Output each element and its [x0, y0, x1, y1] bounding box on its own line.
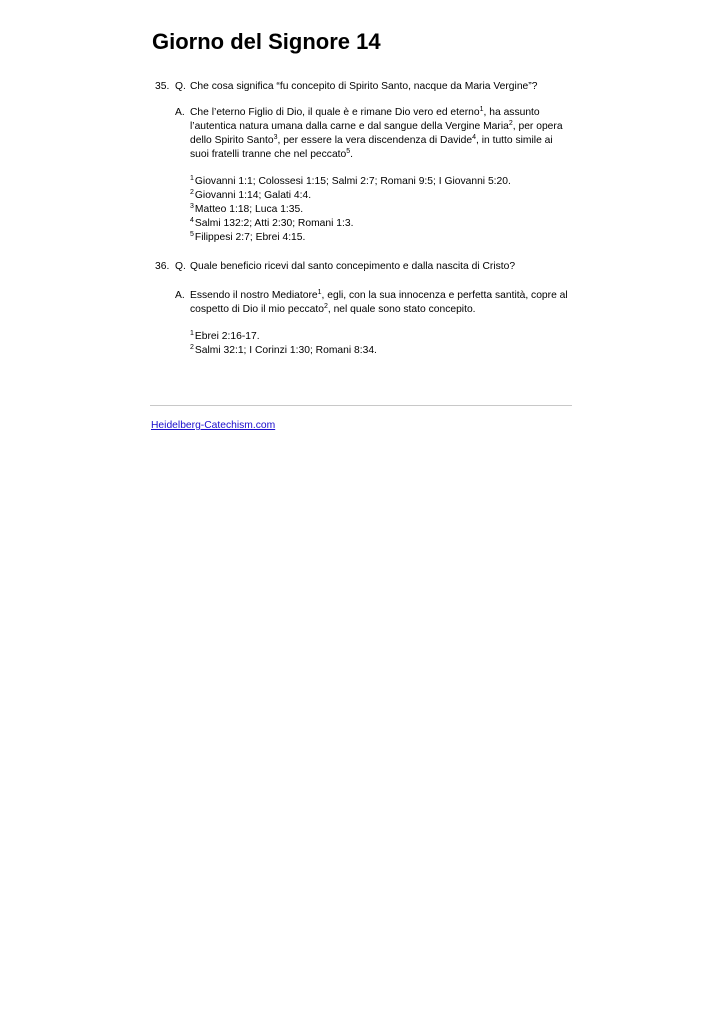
- question-36-row: [152, 260, 572, 274]
- reference-item: $^2$Salmi 32:1; I Corinzi 1:30; Romani 8:34.: [190, 344, 377, 356]
- question-label: Q.: [175, 261, 186, 272]
- answer-label: A.: [175, 107, 185, 118]
- answer-text: Che l’eterno Figlio di Dio, il quale è e rimane Dio vero ed eterno$^1$, ha assunto l’autentica natura umana dalla carne e dal sangue della Vergine Maria$^2$, per opera dello Spirito Santo$^3$, per essere la vera discendenza di Davide$^4$, in tutto simile ai suoi fratelli tranne che nel peccato$^5$.: [190, 106, 563, 160]
- reference-item: $^5$Filippesi 2:7; Ebrei 4:15.: [190, 231, 306, 243]
- reference-item: $^4$Salmi 132:2; Atti 2:30; Romani 1:3.: [190, 217, 354, 229]
- answer-35-row: [152, 106, 572, 162]
- reference-item: $^3$Matteo 1:18; Luca 1:35.: [190, 203, 304, 215]
- answer-label: A.: [175, 290, 185, 301]
- document-body: [152, 28, 572, 358]
- footnote-marker: 1: [479, 106, 484, 113]
- footnote-marker: 2: [323, 303, 328, 310]
- site-link[interactable]: Heidelberg-Catechism.com: [151, 420, 276, 431]
- question-number: 35.: [155, 81, 170, 92]
- reference-item: $^1$Giovanni 1:1; Colossesi 1:15; Salmi 2:7; Romani 9:5; I Giovanni 5:20.: [190, 175, 511, 187]
- reference-item: $^2$Giovanni 1:14; Galati 4:4.: [190, 189, 312, 201]
- question-35: [152, 80, 572, 245]
- footnote-marker: 4: [472, 134, 476, 141]
- reference-item: $^1$Ebrei 2:16-17.: [190, 330, 260, 342]
- question-label: Q.: [175, 81, 186, 92]
- question-text: Quale beneficio ricevi dal santo concepimento e dalla nascita di Cristo?: [190, 261, 516, 272]
- question-number: 36.: [155, 261, 170, 272]
- footnote-marker: 3: [273, 134, 278, 141]
- page-title: Giorno del Signore 14: [152, 29, 381, 54]
- footer-divider: [150, 405, 572, 406]
- footnote-marker: 5: [346, 148, 351, 155]
- question-text: Che cosa significa “fu concepito di Spirito Santo, nacque da Maria Vergine”?: [190, 81, 538, 92]
- references-35: [152, 175, 572, 245]
- footnote-marker: 1: [317, 289, 322, 296]
- question-36: [152, 260, 572, 358]
- answer-36-row: [152, 289, 572, 317]
- question-35-row: [152, 80, 572, 94]
- answer-text: Essendo il nostro Mediatore$^1$, egli, con la sua innocenza e perfetta santità, copre al cospetto di Dio il mio peccato$^2$, nel quale sono stato concepito.: [190, 289, 568, 315]
- references-36: [152, 330, 572, 358]
- footnote-marker: 2: [508, 120, 513, 127]
